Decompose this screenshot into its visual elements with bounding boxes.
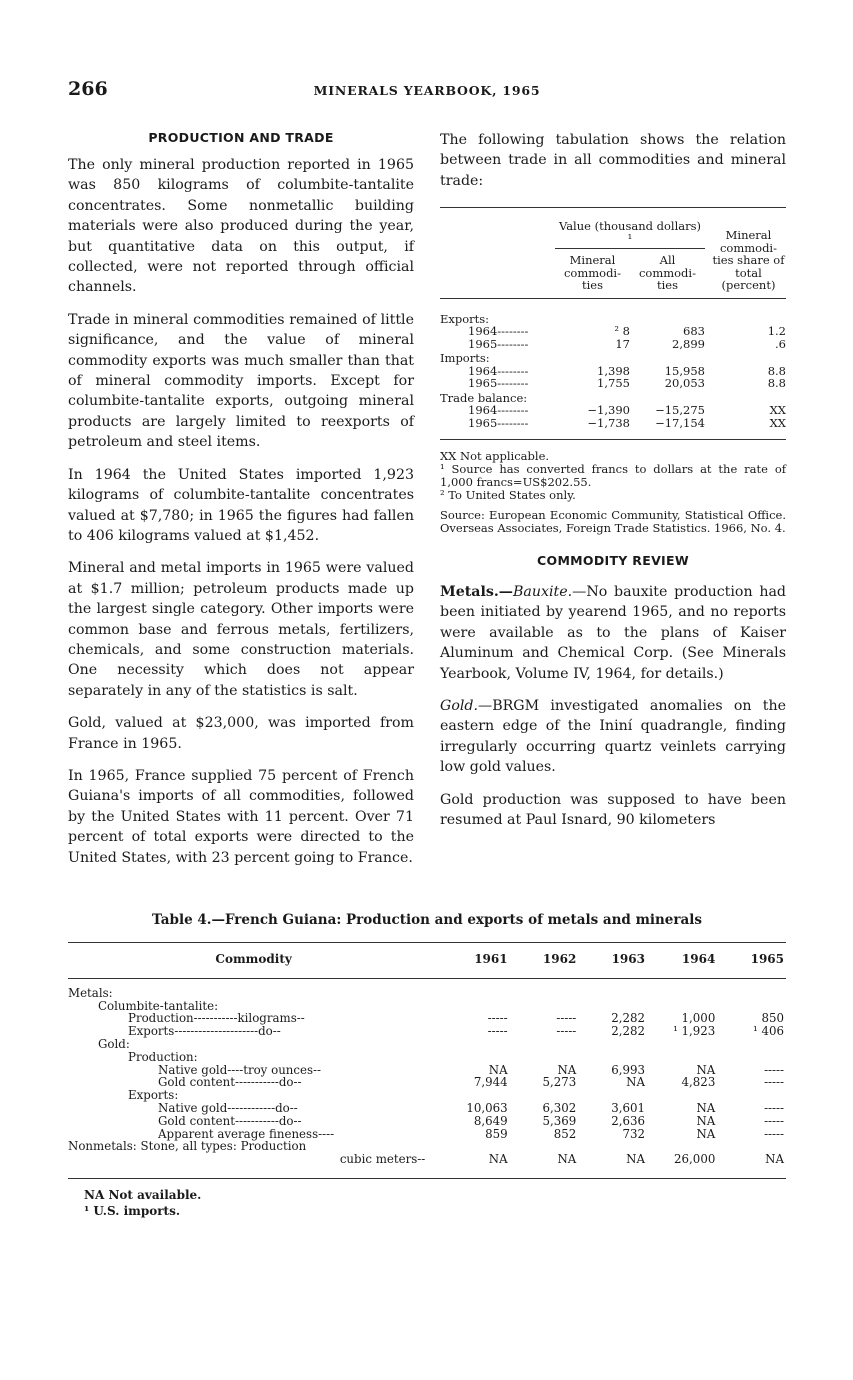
empty-cell bbox=[705, 311, 786, 326]
table-4-unit: troy ounces-- bbox=[243, 1062, 322, 1077]
table-4-value: ----- bbox=[487, 1011, 508, 1026]
table-4-value: ----- bbox=[764, 1113, 784, 1128]
empty-cell bbox=[705, 350, 786, 365]
right-column bbox=[440, 130, 786, 842]
table-4-value: 5,273 bbox=[542, 1075, 577, 1090]
trade-table-share-header: Mineral commodi-ties share of total (percent) bbox=[712, 228, 785, 293]
table-4-value: 859 bbox=[485, 1126, 508, 1141]
trade-table-all-header: All commodi-ties bbox=[638, 253, 696, 293]
paragraph: Mineral and metal imports in 1965 were valued at $1.7 million; petroleum products made up the largest single category. Other imports were common base and ferrous metals, fertilizers, chemicals, and some construction materials. One necessity which does not appear separately in any of the statistics is salt. bbox=[68, 560, 414, 699]
trade-year-text: 1964 bbox=[468, 324, 498, 339]
table-4-value bbox=[578, 1051, 647, 1064]
table-4-value: NA bbox=[696, 1113, 716, 1128]
table-4-year-header: 1962 bbox=[542, 952, 577, 966]
trade-year bbox=[440, 377, 555, 390]
section-heading-commodity-review: COMMODITY REVIEW bbox=[537, 553, 689, 568]
table-4-value: 5,369 bbox=[542, 1113, 577, 1128]
table-4-value: NA bbox=[696, 1100, 716, 1115]
note-xx: XX Not applicable. bbox=[440, 449, 550, 464]
table-4-value: 852 bbox=[553, 1126, 577, 1141]
paragraph: Gold, valued at $23,000, was imported from France in 1965. bbox=[68, 715, 414, 752]
table-4-value: 7,944 bbox=[473, 1075, 508, 1090]
gold-text: BRGM investigated anomalies on the eastern edge of the Ininí quadrangle, finding irregularly occurring quartz veinlets carrying low gold values. bbox=[440, 698, 786, 776]
leader-dots: -------- bbox=[497, 403, 529, 418]
table-4-value: 2,636 bbox=[611, 1113, 645, 1128]
table-4-value bbox=[510, 1051, 579, 1064]
table-4-value: NA bbox=[488, 1152, 508, 1167]
table-4-value: ----- bbox=[764, 1062, 784, 1077]
trade-mineral-value: −1,738 bbox=[587, 415, 630, 430]
bauxite-run-in: Bauxite.— bbox=[512, 584, 587, 600]
metals-run-in: Metals.— bbox=[440, 584, 513, 600]
table-4-label-text: Exports bbox=[128, 1024, 175, 1039]
table-4-value: 6,993 bbox=[611, 1062, 645, 1077]
table-4-value: ----- bbox=[764, 1100, 784, 1115]
table-4-year-header: 1965 bbox=[750, 952, 784, 966]
trade-all-value: 683 bbox=[683, 324, 705, 339]
table-4-value: 6,302 bbox=[542, 1100, 577, 1115]
trade-section-label: Trade balance: bbox=[440, 390, 528, 405]
trade-year-text: 1965 bbox=[468, 336, 498, 351]
table-4-value bbox=[647, 1051, 717, 1064]
trade-row bbox=[440, 377, 786, 390]
trade-all-value: 2,899 bbox=[672, 336, 705, 351]
table-4-row-label bbox=[68, 1038, 439, 1051]
leader-dots: -------- bbox=[497, 363, 529, 378]
table-4-value: ----- bbox=[556, 1011, 577, 1026]
table-4-value: 4,823 bbox=[681, 1075, 716, 1090]
trade-mineral-value: 1,398 bbox=[597, 363, 630, 378]
table-4-unit: do-- bbox=[258, 1024, 281, 1039]
table-4-value: 26,000 bbox=[674, 1152, 716, 1167]
leader-dots: -------- bbox=[497, 415, 529, 430]
table-4-value: NA bbox=[696, 1062, 716, 1077]
trade-all-value: −17,154 bbox=[655, 415, 705, 430]
table-4-body bbox=[68, 978, 786, 1178]
trade-year bbox=[440, 338, 555, 351]
table-4-label-text: Gold content bbox=[158, 1075, 235, 1090]
trade-year bbox=[440, 417, 555, 430]
table-4-value: NA bbox=[557, 1152, 577, 1167]
leader-dots: ------------ bbox=[227, 1100, 276, 1115]
trade-year-text: 1964 bbox=[468, 363, 498, 378]
table-4-value bbox=[439, 987, 509, 1000]
table-4-value: 2,282 bbox=[611, 1011, 645, 1026]
table-4-row-label bbox=[68, 1153, 439, 1166]
trade-section-row bbox=[440, 390, 786, 405]
table-4-year-header: 1961 bbox=[474, 952, 508, 966]
table-4-label-text: Apparent average fineness bbox=[158, 1126, 319, 1141]
table-4-row bbox=[68, 1153, 786, 1166]
leader-dots: ---- bbox=[318, 1126, 335, 1141]
trade-section-row bbox=[440, 350, 786, 365]
table-4-value: NA bbox=[696, 1126, 716, 1141]
trade-row bbox=[440, 338, 786, 351]
table-4-value: ----- bbox=[556, 1024, 577, 1039]
gold-run-in: Gold.— bbox=[440, 698, 493, 715]
leader-dots: --------------------- bbox=[174, 1024, 259, 1039]
empty-cell bbox=[630, 350, 705, 365]
leader-dots: -------- bbox=[497, 376, 529, 391]
empty-cell bbox=[705, 390, 786, 405]
left-column bbox=[68, 130, 414, 880]
paragraph-gold bbox=[440, 696, 786, 778]
empty-cell bbox=[630, 390, 705, 405]
table-4-value bbox=[578, 987, 647, 1000]
table-4-row-label bbox=[68, 1076, 439, 1089]
note-2: ² To United States only. bbox=[440, 487, 576, 502]
table-4-unit: do-- bbox=[278, 1075, 302, 1090]
table-4-label-text: Exports: bbox=[128, 1088, 179, 1103]
bauxite-text: No bauxite production had been initiated by yearend 1965, and no reports were available as to the plans of Kaiser Aluminum and Chemical Corp. (See Minerals Yearbook, Volume IV, 1964, for details.) bbox=[440, 584, 786, 682]
trade-share-value: .6 bbox=[775, 336, 786, 351]
empty-cell bbox=[555, 390, 630, 405]
trade-section-label: Exports: bbox=[440, 311, 490, 326]
table-4-unit: kilograms-- bbox=[237, 1011, 305, 1026]
table-4-value bbox=[439, 1051, 509, 1064]
trade-year-text: 1965 bbox=[468, 376, 498, 391]
running-head bbox=[68, 78, 786, 100]
table-4-grid bbox=[68, 942, 786, 1179]
trade-share-value: XX bbox=[769, 403, 786, 418]
paragraph-bauxite bbox=[440, 582, 786, 684]
table-4-label-text: Native gold bbox=[158, 1100, 228, 1115]
table-4-label-text: Production: bbox=[128, 1049, 198, 1064]
trade-mineral-value: ² 8 bbox=[614, 324, 630, 339]
empty-cell bbox=[555, 311, 630, 326]
table-4-label-text: Native gold bbox=[158, 1062, 228, 1077]
table-4-bottom-rule bbox=[68, 1166, 786, 1179]
table-4-value bbox=[717, 1051, 786, 1064]
table-4-label-text: Production bbox=[128, 1011, 194, 1026]
table-4-note-na: NA Not available. bbox=[84, 1187, 202, 1202]
table-4-value: ----- bbox=[764, 1075, 784, 1090]
table-4-value: ¹ 406 bbox=[753, 1024, 784, 1039]
leader-dots: ----------- bbox=[234, 1075, 279, 1090]
trade-table-notes bbox=[440, 450, 786, 501]
table-4-value bbox=[647, 987, 717, 1000]
trade-all-value: 20,053 bbox=[664, 376, 705, 391]
table-4-year-header: 1963 bbox=[611, 952, 645, 966]
table-4-label-text: Columbite-tantalite: bbox=[98, 998, 219, 1013]
table-4-unit: cubic meters-- bbox=[339, 1152, 426, 1167]
table-4-unit: do-- bbox=[275, 1100, 298, 1115]
table-4-value bbox=[647, 1038, 717, 1051]
trade-table bbox=[440, 207, 786, 440]
table-4-value: NA bbox=[557, 1062, 577, 1077]
table-4-value: NA bbox=[626, 1152, 645, 1167]
trade-share-value: 8.8 bbox=[767, 363, 786, 378]
table-4-value: NA bbox=[626, 1075, 645, 1090]
trade-mineral-value: −1,390 bbox=[587, 403, 630, 418]
table-4-value: ----- bbox=[487, 1024, 508, 1039]
table-4-value: ¹ 1,923 bbox=[673, 1024, 716, 1039]
trade-table-mineral-header: Mineral commodi-ties bbox=[563, 253, 621, 293]
trade-mineral-value: 17 bbox=[615, 336, 630, 351]
trade-section-row bbox=[440, 311, 786, 326]
page-number: 266 bbox=[68, 78, 108, 100]
trade-year-text: 1965 bbox=[468, 415, 498, 430]
running-title: MINERALS YEARBOOK, 1965 bbox=[313, 83, 541, 98]
trade-year-text: 1964 bbox=[468, 403, 498, 418]
trade-table-source: Source: European Economic Community, Statistical Office. Overseas Associates, Foreign Trade Statistics. 1966, No. 4. bbox=[440, 508, 786, 536]
paragraph: In 1964 the United States imported 1,923 kilograms of columbite-tantalite concentrates valued at $7,780; in 1965 the figures had fallen to 406 kilograms valued at $1,452. bbox=[68, 466, 414, 544]
tabulation-intro: The following tabulation shows the relation between trade in all commodities and mineral trade: bbox=[440, 132, 786, 189]
trade-share-value: 8.8 bbox=[767, 376, 786, 391]
leader-dots: ----------- bbox=[193, 1011, 238, 1026]
trade-section-label: Imports: bbox=[440, 351, 490, 366]
table-4-value: 8,649 bbox=[473, 1113, 508, 1128]
trade-table-body bbox=[440, 298, 786, 429]
table-4-label-text: Gold: bbox=[98, 1036, 130, 1051]
table-4-value: 850 bbox=[761, 1011, 784, 1026]
leader-dots: -------- bbox=[497, 324, 529, 339]
table-4-row bbox=[68, 1025, 786, 1038]
table-4-commodity-header: Commodity bbox=[215, 952, 292, 966]
table-4-value: 1,000 bbox=[681, 1011, 716, 1026]
empty-cell bbox=[555, 350, 630, 365]
table-4-label-text: Nonmetals: Stone, all types: Production bbox=[68, 1139, 307, 1154]
leader-dots: ----------- bbox=[234, 1113, 279, 1128]
trade-all-value: −15,275 bbox=[655, 403, 705, 418]
trade-table-group-header: Value (thousand dollars) ¹ bbox=[555, 208, 705, 249]
table-4-value: NA bbox=[488, 1062, 508, 1077]
table-4-value: 3,601 bbox=[611, 1100, 645, 1115]
table-4-value bbox=[510, 1038, 579, 1051]
paragraph-gold-production: Gold production was supposed to have been resumed at Paul Isnard, 90 kilometers bbox=[440, 791, 786, 829]
trade-mineral-value: 1,755 bbox=[597, 376, 630, 391]
table-4-title: Table 4.—French Guiana: Production and exports of metals and minerals bbox=[152, 912, 702, 928]
trade-share-value: 1.2 bbox=[767, 324, 786, 339]
table-4-value: NA bbox=[765, 1152, 784, 1167]
table-4-value bbox=[578, 1038, 647, 1051]
table-4 bbox=[68, 912, 786, 1219]
leader-dots: ---- bbox=[227, 1062, 244, 1077]
trade-all-value: 15,958 bbox=[664, 363, 705, 378]
leader-dots: -------- bbox=[497, 336, 529, 351]
table-4-year-header: 1964 bbox=[681, 952, 716, 966]
trade-share-value: XX bbox=[769, 415, 786, 430]
table-4-value bbox=[510, 987, 579, 1000]
table-4-value: ----- bbox=[764, 1126, 784, 1141]
paragraph: The only mineral production reported in 1965 was 850 kilograms of columbite-tantalite concentrates. Some nonmetallic building materials were also produced during the year, but quantitative data on this output, if collected, were not reported through official channels. bbox=[68, 157, 414, 296]
table-4-label-text: Gold content bbox=[158, 1113, 235, 1128]
table-4-value: 10,063 bbox=[466, 1100, 508, 1115]
paragraph: Trade in mineral commodities remained of little significance, and the value of mineral commodity exports was much smaller than that of mineral commodity imports. Except for columbite-tantalite exports, outgoing mineral products are largely limited to reexports of petroleum and steel items. bbox=[68, 311, 414, 451]
table-4-value bbox=[439, 1038, 509, 1051]
trade-row bbox=[440, 417, 786, 430]
table-4-notes bbox=[68, 1187, 786, 1219]
table-4-label-text: Metals: bbox=[68, 985, 113, 1000]
empty-cell bbox=[630, 311, 705, 326]
paragraph: In 1965, France supplied 75 percent of French Guiana's imports of all commodities, followed by the United States with 11 percent. Over 71 percent of total exports were directed to the United States, with 23 percent going to France. bbox=[68, 767, 414, 866]
table-4-unit: do-- bbox=[278, 1113, 302, 1128]
table-4-note-1: ¹ U.S. imports. bbox=[84, 1203, 181, 1218]
table-4-value: 732 bbox=[622, 1126, 645, 1141]
table-4-value: 2,282 bbox=[611, 1024, 645, 1039]
note-1: ¹ Source has converted francs to dollars at the rate of 1,000 francs=US$202.55. bbox=[440, 462, 786, 489]
section-heading-production-trade: PRODUCTION AND TRADE bbox=[148, 130, 334, 145]
table-4-value bbox=[717, 987, 786, 1000]
table-4-value bbox=[717, 1038, 786, 1051]
